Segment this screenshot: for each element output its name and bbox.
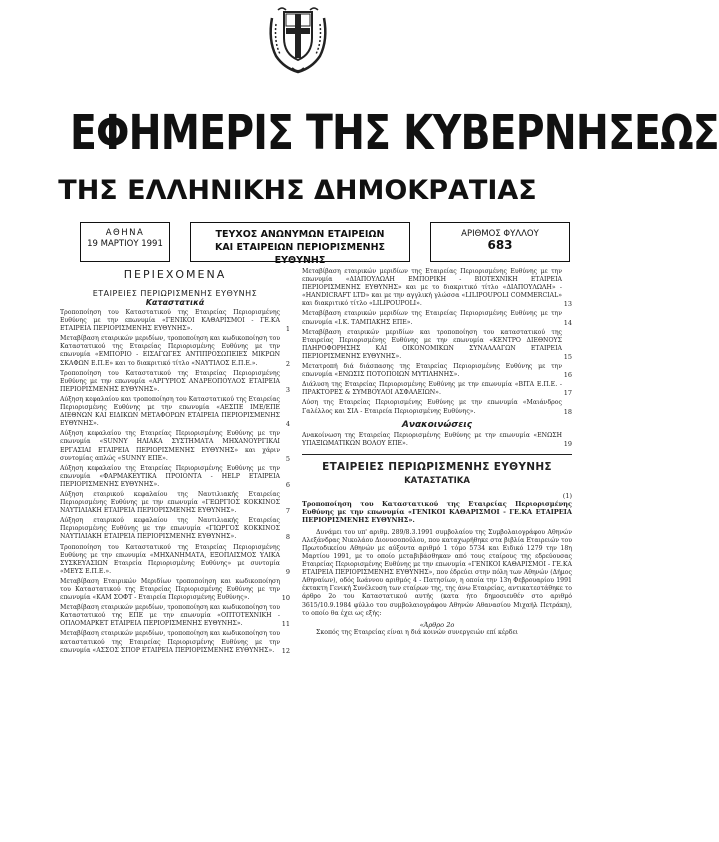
toc-entry-page: 1 [285,325,290,334]
toc-entry-page: 14 [563,318,572,327]
toc-subsection: Καταστατικά [145,298,205,307]
toc-entry-page: 7 [285,507,290,516]
toc-entry-text: Μεταβίβαση εταιρικών μεριδίων, τροποποίηση και κωδικοποίηση του Καταστατικού της Εταιρείας Περιορισμένης Ευθύνης με την επωνυμία «ΕΜΠΟΡΙΟ - ΕΙΣΑΓΩΓΕΣ ΑΝΤΙΠΡΟΣΩΠΕΙΕΣ ΜΙΚΡΩΝ ΣΚΑΦΩΝ Ε.Π.Ε» και το διακριτικό τίτλο «ΝΑΥΤΙΛΟΣ Ε.Π.Ε.». [60,335,280,367]
toc-entry-page: 18 [563,407,572,416]
toc-entry-text: Διάλυση της Εταιρείας Περιορισμένης Ευθύνης με την επωνυμία «ΒΙΤΑ Ε.Π.Ε. - ΠΡΑΚΤΟΡΕΣ & ΣΥΜΒΟΥΛΟΙ ΑΣΦΑΛΕΙΩΝ». [302,381,562,397]
toc-entry-page: 13 [563,300,572,309]
toc-entry-text: Αύξηση εταιρικού κεφαλαίου της Ναυτιλιακής Εταιρείας Περιορισμένης Ευθύνης με την επωνυμία «ΓΕΩΡΓΙΟΣ ΚΟΚΚΙΝΟΣ ΝΑΥΤΙΛΙΑΚΗ ΕΤΑΙΡΕΙΑ ΠΕΡΙΟΡΙΣΜΕΝΗΣ ΕΥΘΥΝΗΣ». [60,490,280,515]
toc-entry [302,381,572,397]
toc-entry [60,491,290,515]
divider [302,454,572,455]
toc-entry [302,268,572,308]
toc-entry-text: Τροποποίηση του Καταστατικού της Εταιρείας Περιορισμένης Ευθύνης με την επωνυμία «ΑΡΓΥΡΙΟΣ ΑΝΔΡΕΟΠΟΥΛΟΣ ΕΤΑΙΡΕΙΑ ΠΕΡΙΟΡΙΣΜΕΝΗΣ ΕΥΘΥΝΗΣ». [60,369,280,393]
toc-entry [60,544,290,576]
toc-entry [60,370,290,394]
toc-left-column [60,268,290,657]
toc-entry [302,432,572,448]
toc-entry-text: Αύξηση κεφαλαίου και τροποποίηση του Καταστατικού της Εταιρείας Περιορισμένης Ευθύνης με την επωνυμία «ΑΕΣΠΕ ΙΜΕ/ΕΠΕ ΔΙΕΘΝΩΝ ΚΑΙ ΕΙΔΙΚΩΝ ΜΕΤΑΦΟΡΩΝ ΕΤΑΙΡΕΙΑ ΠΕΡΙΟΡΙΣΜΕΝΗΣ ΕΥΘΥΝΗΣ». [60,395,280,428]
sheet-label: ΑΡΙΘΜΟΣ ΦΥΛΛΟΥ [461,229,539,239]
issue-type-line1: ΤΕΥΧΟΣ ΑΝΩΝΥΜΩΝ ΕΤΑΙΡΕΙΩΝ [215,229,385,240]
toc-entry-text: Αύξηση κεφαλαίου της Εταιρείας Περιορισμένης Ευθύνης με την επωνυμία «SUNNY ΗΛΙΑΚΑ ΣΥΣΤΗΜΑΤΑ ΜΗΧΑΝΟΥΡΓΙΚΑΙ ΕΡΓΑΣΙΑΙ ΕΤΑΙΡΕΙΑ ΠΕΡΙΟΡΙΣΜΕΝΗΣ ΕΥΘΥΝΗΣ» και χάριν συντομίας απλώς «SUNNY ΕΠΕ». [60,430,280,462]
article-number: (1) [562,491,572,500]
toc-entry [60,578,290,602]
toc-entry-page: 2 [285,359,290,368]
issue-date: 19 ΜΑΡΤΙΟΥ 1991 [87,239,163,249]
toc-entry-text: Μετατροπή διά διάσπασης της Εταιρείας Περιορισμένης Ευθύνης με την επωνυμία «ΕΝΩΣΙΣ ΠΟΤΟΠΟΙΩΝ ΜΥΤΙΛΗΝΗΣ». [302,363,562,379]
right-column [302,268,572,637]
toc-entry [302,329,572,361]
toc-entry [60,396,290,428]
issue-info-bar [80,222,570,266]
gazette-title: ΕΦΗΜΕΡΙΣ ΤΗΣ ΚΥΒΕΡΝΗΣΕΩΣ [69,105,719,161]
toc-heading: ΠΕΡΙΕΧΟΜΕΝΑ [123,268,227,281]
toc-entry-page: 12 [281,646,290,655]
main-section-subtitle: ΚΑΤΑΣΤΑΤΙΚΑ [404,475,470,486]
toc-entry-page: 9 [285,567,290,576]
toc-entry-page: 4 [285,420,290,429]
toc-entry-page: 19 [563,439,572,448]
toc-entry-page: 6 [285,480,290,489]
main-section-title: ΕΤΑΙΡΕΙΕΣ ΠΕΡΙΩΡΙΣΜΕΝΗΣ ΕΥΘΥΝΗΣ [322,460,552,473]
toc-entry [60,335,290,367]
toc-entry [60,309,290,333]
issue-type-box [190,222,410,266]
toc-entry-text: Μεταβίβαση εταιρικών μεριδίων της Εταιρείας Περιορισμένης Ευθύνης με την επωνυμία «Ι.Κ. ΤΑΜΠΑΚΗΣ ΕΠΕ». [302,310,562,326]
toc-entry-text: Λύση της Εταιρείας Περιορισμένης Ευθύνης με την επωνυμία «Μαιάνδρος Γαλέλλος και ΣΙΑ - Εταιρεία Περιορισμένης Ευθύνης». [302,399,562,415]
article-body: Δυνάμει του υπ' αριθμ. 289/8.3.1991 συμβολαίου της Συμβολαιογράφου Αθηνών Αλεξάνδρας Νικολάου Διονυσοπούλου, που καταχωρήθηκε στα βιβλία Εταιρειών του Πρωτοδικείου Αθηνών με αύξοντα αριθμό 1 τόμο 5734 και Ειδικό 1279 την 18η Μαρτίου 1991, με το οποίο μεταβιβάσθηκαν από τους εταίρους της εδρεύουσας Εταιρείας Περιορισμένης Ευθύνης με την επωνυμία «ΓΕΝΙΚΟΙ ΚΑΘΑΡΙΣΜΟΙ - ΓΕ.ΚΑ ΕΤΑΙΡΕΙΑ ΠΕΡΙΟΡΙΣΜΕΝΗΣ ΕΥΘΥΝΗΣ», που έδρεύει στην πόλη των Αθηνών (Δήμος Αθηναίων), οδός Ιωάννου αριθμός 4 - Πατησίων, η οποία την 13η Φεβρουαρίου 1991 έκτακτη Γενική Συνέλευση των εταίρων της, της άνω Εταιρείας, αντικατεστάθηκε το άρθρο 2ο του Καταστατικού αυτής (κατα ήτο δημοσιευθέν στο αριθμό 3615/10.9.1984 φύλλο του συμβολαιογράφου Αθηνών Αθανασίου Μιχαήλ Πετράκη), το οποίο θα έχει ως εξής: [302,528,572,617]
toc-entry [60,430,290,462]
toc-entry-text: Μεταβίβαση εταιρικών μεριδίων, τροποποίηση και κωδικοποίηση του Καταστατικού της ΕΠΕ με την επωνυμία «ΟΠΤΟΤΕΧΝΙΚΗ - ΟΠΛΟΜΑΡΚΕΤ ΕΤΑΙΡΕΙΑ ΠΕΡΙΟΡΙΣΜΕΝΗΣ ΕΥΘΥΝΗΣ». [60,604,280,628]
toc-entry [60,465,290,489]
toc-entry-text: Τροποποίηση του Καταστατικού της Εταιρείας Περιορισμένης Ευθύνης με την επωνυμία «ΓΕΝΙΚΟΙ ΚΑΘΑΡΙΣΜΟΙ - ΓΕ.ΚΑ ΕΤΑΙΡΕΙΑ ΠΕΡΙΟΡΙΣΜΕΝΗΣ ΕΥΘΥΝΗΣ». [60,309,280,333]
toc-entry [302,363,572,379]
article-continuation: Σκοπός της Εταιρείας είναι η διά κοινών συνεργειών επί κέρδει [316,628,519,636]
toc-section: ΕΤΑΙΡΕΙΕΣ ΠΕΡΙΩΡΙΣΜΕΝΗΣ ΕΥΘΥΝΗΣ [92,289,258,298]
toc-entry-text: Ανακοίνωση της Εταιρείας Περιορισμένης Ευθύνης με την επωνυμία «ΕΝΩΣΗ ΥΠΑΞΙΩΜΑΤΙΚΩΝ ΒΟΛΟΥ ΕΠΕ». [302,431,562,447]
toc-right-entries [302,268,572,416]
toc-entry-page: 8 [285,533,290,542]
toc-entry-text: Αύξηση εταιρικού κεφαλαίου της Ναυτιλιακής Εταιρείας Περιορισμένης Ευθύνης με την επωνυμία «ΓΙΩΡΓΟΣ ΚΟΚΚΙΝΟΣ ΝΑΥΤΙΛΙΑΚΗ ΕΤΑΙΡΕΙΑ ΠΕΡΙΟΡΙΣΜΕΝΗΣ ΕΥΘΥΝΗΣ». [60,517,280,541]
toc-entry-page: 5 [285,454,290,463]
article-title: Τροποποίηση του Καταστατικού της Εταιρείας Περιορισμένης Ευθύνης με την επωνυμία «ΓΕΝΙΚΟΙ ΚΑΘΑΡΙΣΜΟΙ - ΓΕ.ΚΑ ΕΤΑΙΡΕΙΑ ΠΕΡΙΟΡΙΣΜΕΝΗΣ ΕΥΘΥΝΗΣ». [302,499,572,525]
toc-entry [60,604,290,628]
gazette-subtitle: ΤΗΣ ΕΛΛΗΝΙΚΗΣ ΔΗΜΟΚΡΑΤΙΑΣ [58,175,537,206]
toc-left-entries [60,309,290,655]
toc-entry-page: 10 [281,594,290,603]
toc-entry-text: Μεταβίβαση εταιρικών μεριδίων, τροποποίηση και κωδικοποίηση του καταστατικού της Εταιρείας Περιορισμένης Ευθύνης με την επωνυμία «ΑΣΣΟΣ ΣΠΟΡ ΕΤΑΙΡΕΙΑ ΠΕΡΙΟΡΙΣΜΕΝΗΣ ΕΥΘΥΝΗΣ». [60,630,280,654]
sheet-number-box [430,222,570,262]
greek-coat-of-arms-icon [262,4,334,76]
toc-entry-page: 15 [563,352,572,361]
toc-entry-text: Μεταβίβαση Εταιρικών Μεριδίων τροποποίηση και κωδικοποίηση του Καταστατικού της Εταιρείας Περιορισμένης Ευθύνης με την επωνυμία «ΚΑΜ ΣΟΦΤ - Εταιρεία Περιορισμένης Ευθύνης». [60,577,280,602]
toc-entry-page: 17 [563,389,572,398]
toc-entry-text: Αύξηση κεφαλαίου της Εταιρείας Περιορισμένης Ευθύνης με την επωνυμία «ΦΑΡΜΑΚΕΥΤΙΚΑ ΠΡΟΙΟΝΤΑ - HELP ΕΤΑΙΡΕΙΑ ΠΕΡΙΟΡΙΣΜΕΝΗΣ ΕΥΘΥΝΗΣ». [60,464,280,488]
issue-type-line2: ΚΑΙ ΕΤΑΙΡΕΙΩΝ ΠΕΡΙΟΡΙΣΜΕΝΗΣ ΕΥΘΥΝΗΣ [214,242,386,266]
sheet-number: 683 [487,238,513,252]
toc-entry-text: Μεταβίβαση εταιρικών μεριδίων της Εταιρείας Περιορισμένης Ευθύνης με την επωνυμία «ΔΙΑΠΟΥΛΩΛΗ ΕΜΠΟΡΙΚΗ - ΒΙΟΤΕΧΝΙΚΗ ΕΤΑΙΡΕΙΑ ΠΕΡΙΟΡΙΣΜΕΝΗΣ ΕΥΘΥΝΗΣ» και με το διακριτικό τίτλο «ΔΙΑΠΟΥΛΩΛΗ» - «HANDICRAFT LTD» και με την αγγλική γλώσσα «LILIPOUPOLI COMMERCIAL» και διακριτικό τίτλο «LILIPOUPOLI». [302,268,562,308]
toc-entry [302,399,572,415]
city: ΑΘΗΝΑ [105,228,145,238]
toc-entry-page: 16 [563,371,572,380]
toc-entry-page: 11 [281,620,290,629]
toc-entry-text: Τροποποίηση του Καταστατικού της Εταιρείας Περιορισμένης Ευθύνης με την επωνυμία «ΜΗΧΑΝΗΜΑΤΑ, ΕΞΟΠΛΙΣΜΟΣ ΥΛΙΚΑ ΣΥΣΚΕΥΑΣΙΩΝ Εταιρεία Περιορισμένης Ευθύνης» με συντομία «ΜΕΥΣ Ε.Π.Ε.». [60,543,280,575]
toc-entry [302,310,572,326]
article-heading: «Άρθρο 2ο [419,620,455,629]
date-box [80,222,170,262]
toc-entry [60,630,290,654]
toc-entry-page: 3 [285,385,290,394]
toc-entry [60,517,290,541]
toc-entry-text: Μεταβίβαση εταιρικών μεριδίων και τροποποίηση του καταστατικού της Εταιρείας Περιορισμένης Ευθύνης με την επωνυμία «ΚΕΝΤΡΟ ΔΙΕΘΝΟΥΣ ΠΛΗΡΟΦΟΡΗΣΗΣ ΚΑΙ ΟΙΚΟΝΟΜΙΚΩΝ ΣΥΝΑΛΛΑΓΩΝ ΕΤΑΙΡΕΙΑ ΠΕΡΙΟΡΙΣΜΕΝΗΣ ΕΥΘΥΝΗΣ». [302,328,562,360]
notices-heading: Ανακοινώσεις [401,419,473,430]
